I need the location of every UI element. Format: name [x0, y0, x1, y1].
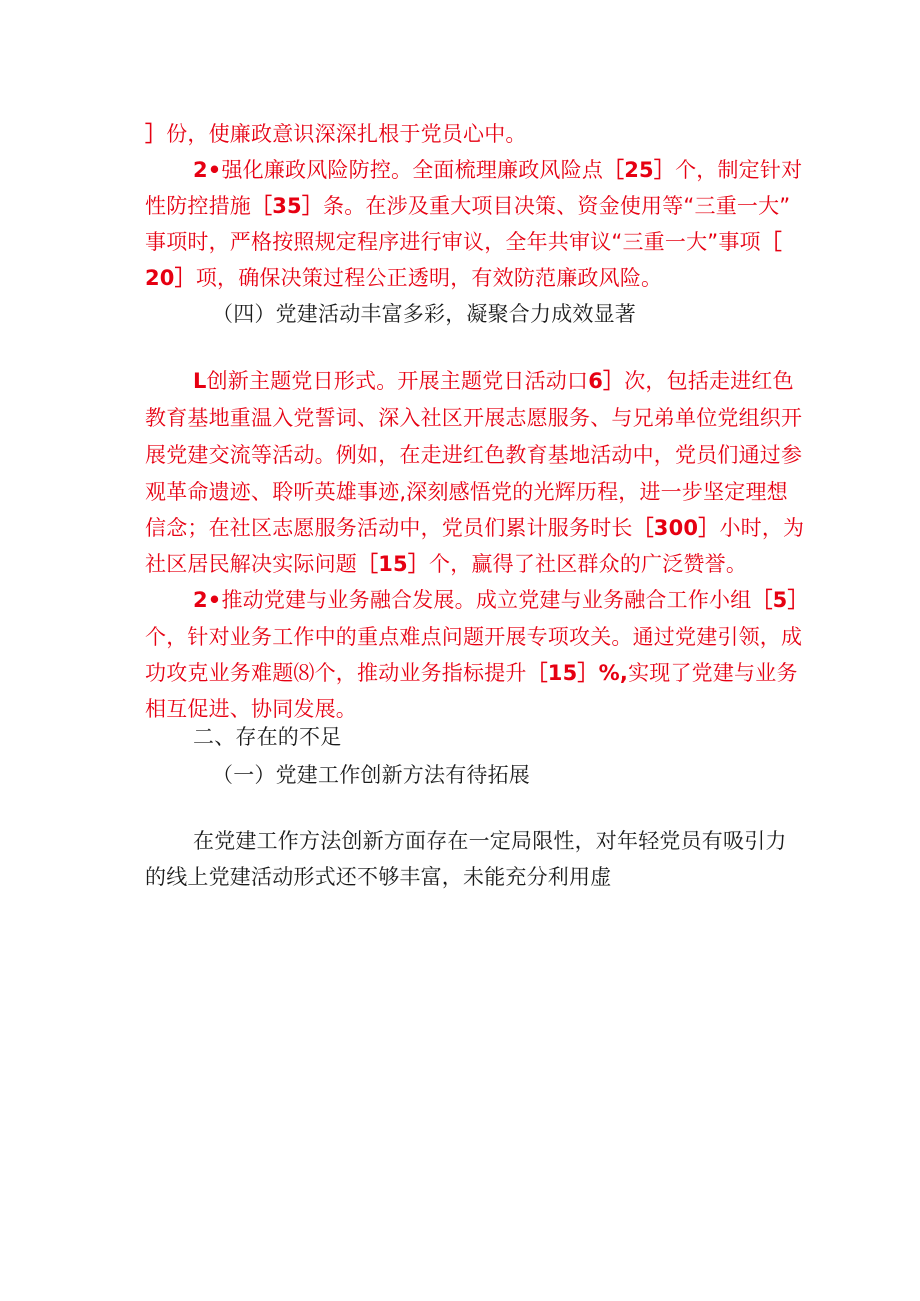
text-segment: 观革命遗迹、聆听英雄事迹,深刻感悟党的光辉历程，进一步坚定理想	[145, 480, 788, 504]
text-line	[0, 260, 920, 296]
text-segment: 性防控措施	[145, 194, 251, 218]
text-segment: 个，制定针对	[675, 158, 803, 182]
text-line	[0, 296, 920, 332]
text-line	[0, 655, 920, 691]
text-segment: （一）党建工作创新方法有待拓展	[212, 763, 530, 787]
text-segment: 实现了党建与业务	[628, 661, 798, 685]
text-segment: 次，包括走进红色	[624, 369, 794, 393]
text-segment: 强化廉政风险防控。全面梳理廉政风险点	[221, 158, 604, 182]
text-segment: 教育基地重温入党誓词、深入社区开展志愿服务、与兄弟单位党组织开	[145, 406, 803, 430]
text-line	[0, 859, 920, 895]
text-segment: 个，针对业务工作中的重点难点问题开展专项攻关。通过党建引领，成	[145, 625, 803, 649]
text-segment: 2•	[193, 588, 222, 612]
text-segment: （四）党建活动丰富多彩，凝聚合力成效显著	[212, 302, 636, 326]
text-segment: 推动党建与业务融合发展。成立党建与业务融合工作小组	[221, 588, 752, 612]
text-line	[0, 474, 920, 510]
text-segment: 创新主题党日形式。开展主题党日活动口	[206, 369, 589, 393]
text-line	[0, 823, 920, 859]
text-line	[0, 437, 920, 473]
text-segment: 社区居民解决实际问题	[145, 552, 357, 576]
text-line	[0, 719, 920, 755]
text-segment: L	[193, 369, 207, 393]
text-segment: 的线上党建活动形式还不够丰富，未能充分利用虚	[145, 865, 612, 889]
text-segment: 小时，为	[719, 516, 805, 540]
text-segment: ］	[145, 122, 167, 146]
text-segment: ［300］	[632, 516, 720, 540]
text-segment: 二、存在的不足	[193, 725, 342, 749]
text-line	[0, 546, 920, 582]
text-segment: ［15］	[357, 552, 430, 576]
text-line	[0, 619, 920, 655]
text-line	[0, 400, 920, 436]
text-segment: 事项时，严格按照规定程序进行审议，全年共审议“三重一大”事项	[145, 230, 761, 254]
text-segment: ［	[760, 230, 782, 254]
text-segment: 份，使廉政意识深深扎根于党员心中。	[166, 122, 527, 146]
text-segment: 2•	[193, 158, 222, 182]
text-segment: ［15］%,	[526, 661, 629, 685]
text-segment: 在党建工作方法创新方面存在一定局限性，对年轻党员有吸引力	[193, 829, 787, 853]
text-segment: 功攻克业务难题⑻个，推动业务指标提升	[145, 661, 527, 685]
text-segment: 条。在涉及重大项目决策、资金使用等“三重一大”	[323, 194, 791, 218]
text-line	[0, 757, 920, 793]
text-segment: 个，赢得了社区群众的广泛赞誉。	[429, 552, 748, 576]
text-segment: 6］	[588, 369, 625, 393]
text-segment: 信念；在社区志愿服务活动中，党员们累计服务时长	[145, 516, 633, 540]
text-line	[0, 363, 920, 399]
text-segment: 20］	[145, 266, 196, 290]
text-segment: ［25］	[603, 158, 676, 182]
text-line	[0, 224, 920, 260]
text-line	[0, 188, 920, 224]
text-segment: ［35］	[251, 194, 324, 218]
text-line	[0, 582, 920, 618]
text-segment: 项，确保决策过程公正透明，有效防范廉政风险。	[195, 266, 663, 290]
text-line	[0, 152, 920, 188]
text-segment: 相互促进、协同发展。	[145, 697, 357, 721]
text-line	[0, 510, 920, 546]
text-segment: 展党建交流等活动。例如，在走进红色教育基地活动中，党员们通过参	[145, 443, 803, 467]
text-segment: ［5］	[751, 588, 809, 612]
text-line	[0, 116, 920, 152]
